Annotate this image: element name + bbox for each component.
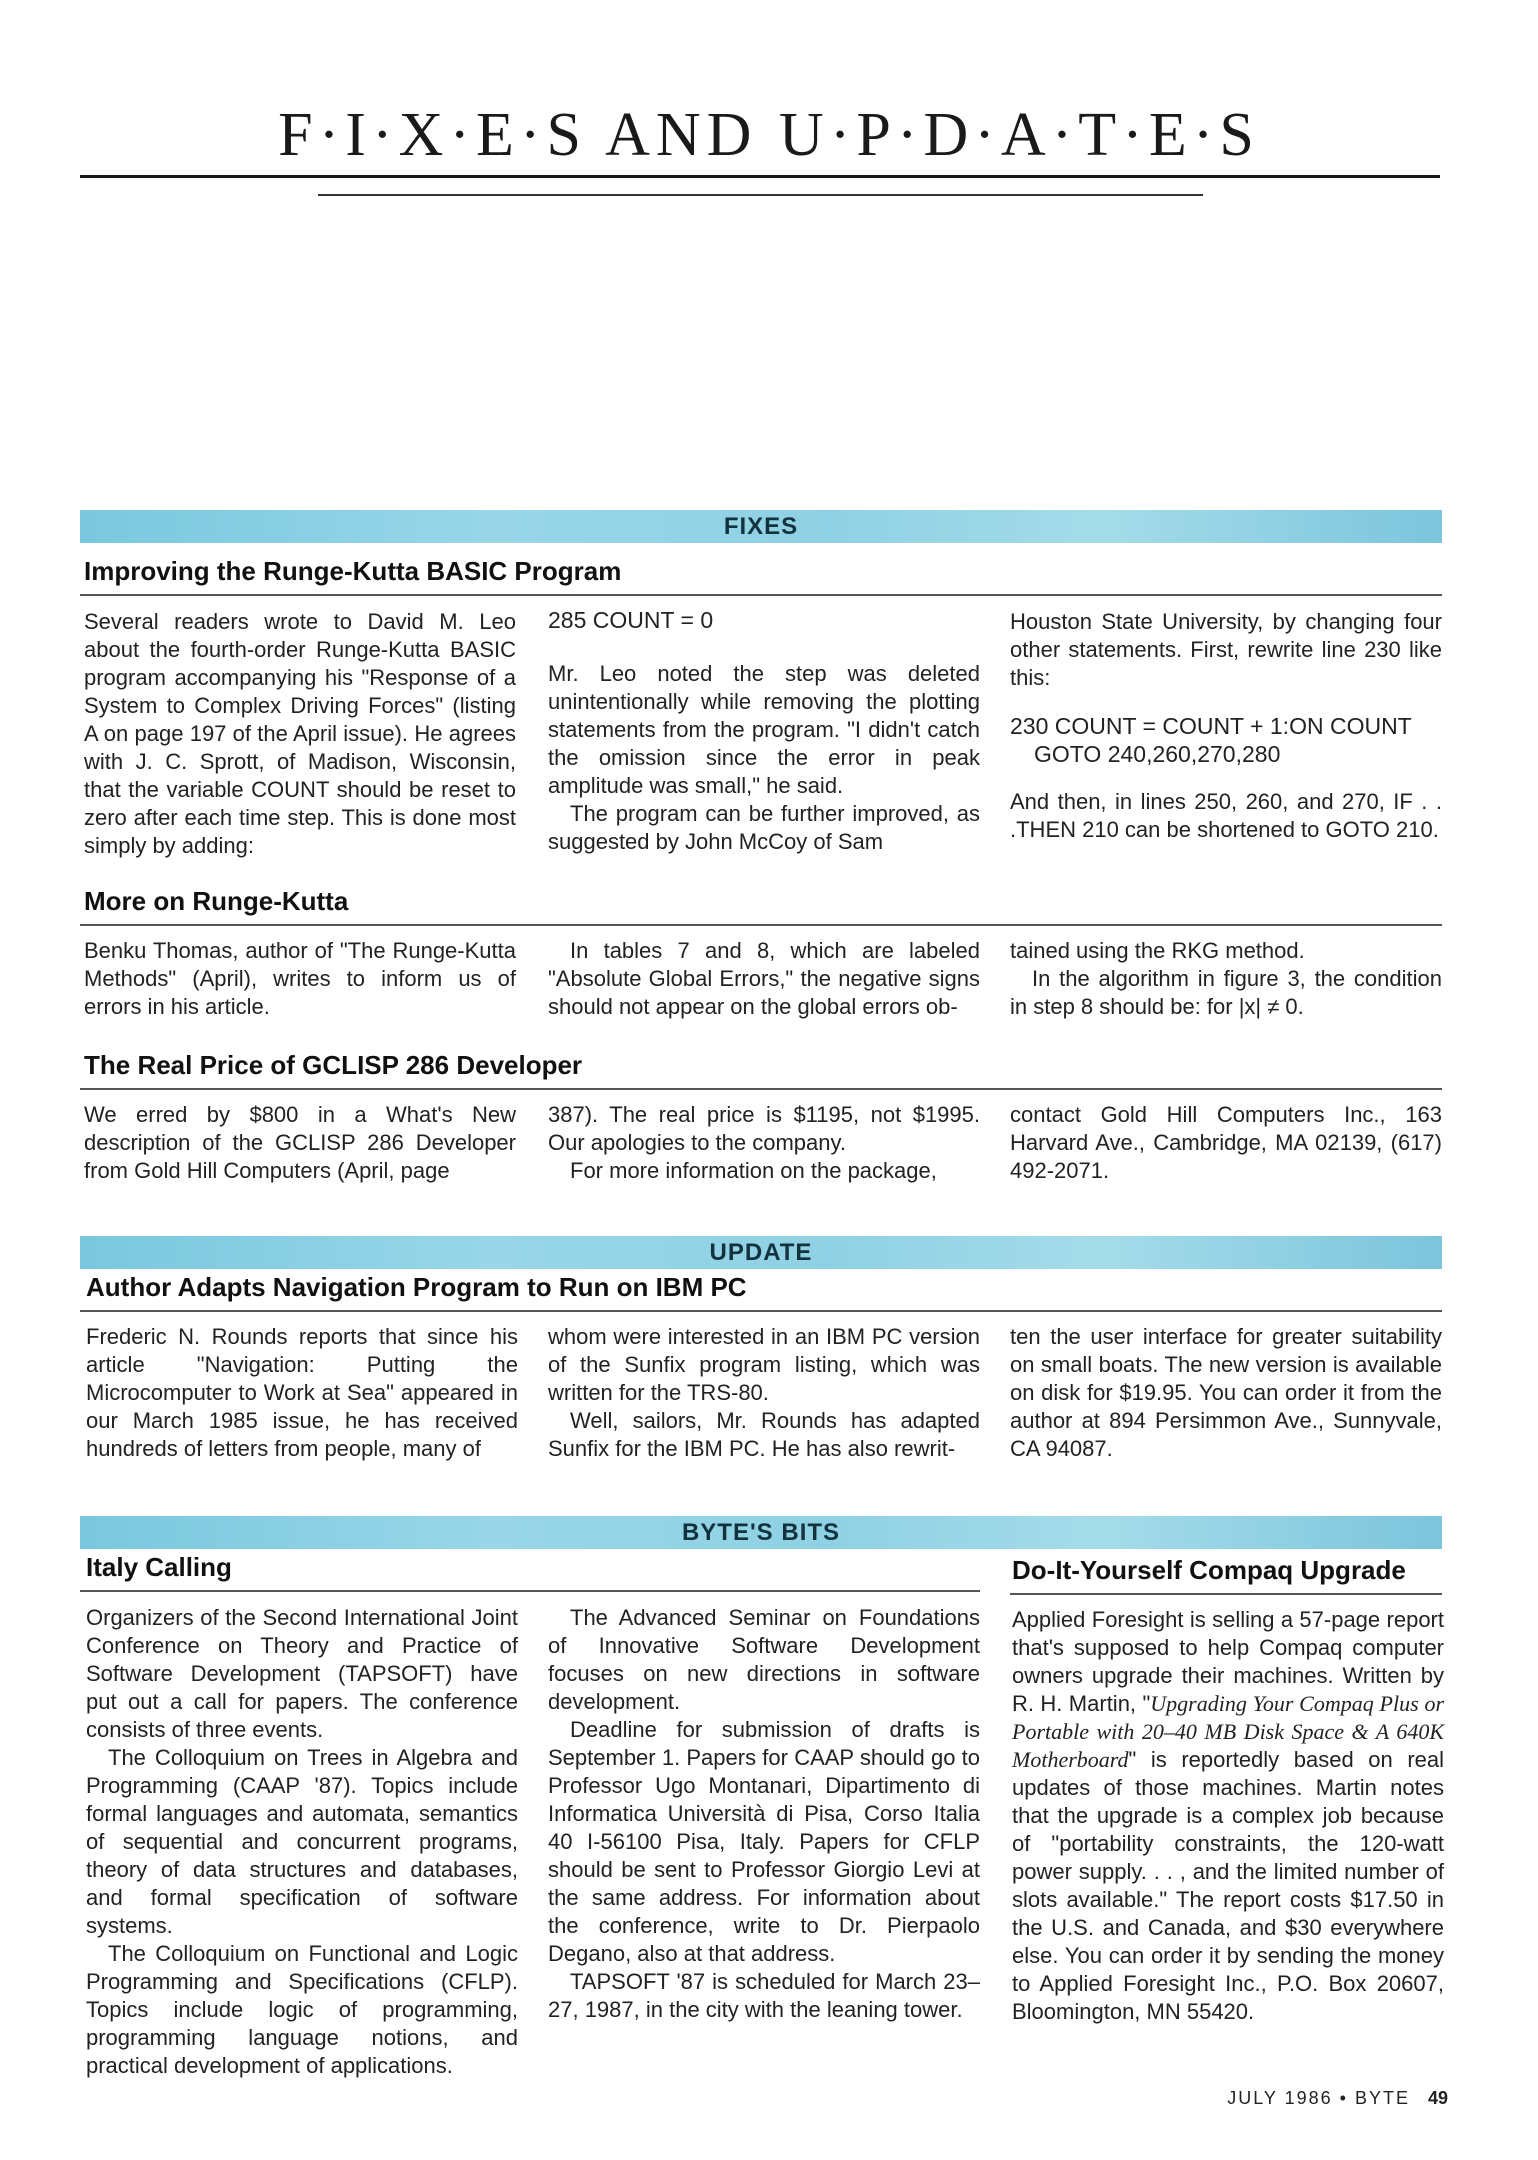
article-text: Houston State University, by changing four other statements. First, rewrite line 230 like this: — [1010, 609, 1442, 690]
title-subrule — [318, 194, 1203, 196]
page-number: 49 — [1427, 2088, 1448, 2108]
section-divider — [80, 1590, 980, 1592]
compaq-title: Do-It-Yourself Compaq Upgrade — [1012, 1555, 1406, 1585]
update-band: UPDATE — [80, 1236, 1442, 1269]
fixes-band: FIXES — [80, 510, 1442, 543]
article-text: In tables 7 and 8, which are labeled "Absolute Global Errors," the negative signs should not appear on the global errors ob- — [548, 938, 980, 1019]
navigation-col2 — [548, 1323, 980, 1463]
compaq-col — [1012, 1606, 1444, 2026]
more-runge-col1 — [84, 937, 516, 1021]
article-text: Several readers wrote to David M. Leo about the fourth-order Runge-Kutta BASIC program accompanying his "Response of a System to Complex Driving Forces" (listing A on page 197 of the April issue). He agrees with J. C. Sprott, of Madison, Wisconsin, that the variable COUNT should be reset to zero after each time step. This is done most simply by adding: — [84, 609, 516, 858]
navigation-col3 — [1010, 1323, 1442, 1463]
section-divider — [80, 594, 1442, 596]
article-text: ten the user interface for greater suitability on small boats. The new version is available on disk for $19.95. You can order it from the author at 894 Persimmon Ave., Sunnyvale, CA 94087. — [1010, 1324, 1442, 1461]
issue-label: JULY 1986 • BYTE — [1227, 2088, 1410, 2108]
more-runge-kutta-title: More on Runge-Kutta — [84, 886, 349, 916]
italy-col2 — [548, 1604, 980, 2024]
article-text: Well, sailors, Mr. Rounds has adapted Sunfix for the IBM PC. He has also rewrit- — [548, 1408, 980, 1461]
article-text: 387). The real price is $1195, not $1995. Our apologies to the company. — [548, 1102, 980, 1155]
article-text: Frederic N. Rounds reports that since his article "Navigation: Putting the Microcomputer to Work at Sea" appeared in our March 1985 issue, he has received hundreds of letters from people, many of — [86, 1324, 518, 1461]
runge-kutta-col3 — [1010, 608, 1442, 844]
more-runge-col3 — [1010, 937, 1442, 1021]
page-footer — [1227, 2088, 1448, 2109]
code-line: GOTO 240,260,270,280 — [1034, 741, 1281, 767]
article-text: tained using the RKG method. — [1010, 938, 1305, 963]
article-text: Mr. Leo noted the step was deleted unintentionally while removing the plotting statements from the program. "I didn't catch the omission since the error in peak amplitude was small," he said. — [548, 661, 980, 798]
italy-calling-title: Italy Calling — [86, 1552, 232, 1582]
article-text: Deadline for submission of drafts is September 1. Papers for CAAP should go to Professor Ugo Montanari, Dipartimento di Informatica Università di Pisa, Corso Italia 40 I-56100 Pisa, Italy. Papers for CFLP should be sent to Professor Giorgio Levi at the same address. For information about the conference, write to Dr. Pierpaolo Degano, also at that address. — [548, 1717, 980, 1966]
article-text: TAPSOFT '87 is scheduled for March 23–27, 1987, in the city with the leaning tower. — [548, 1969, 980, 2022]
section-divider — [80, 924, 1442, 926]
gclisp-col2 — [548, 1101, 980, 1185]
book-title: Upgrading Your Compaq Plus or Portable with 20–40 MB Disk Space & A 640K Motherboard — [1012, 1691, 1445, 1772]
article-text: The Colloquium on Functional and Logic Programming and Specifications (CFLP). Topics include logic of programming, programming language notions, and practical development of applications. — [86, 1941, 518, 2078]
section-divider — [80, 1310, 1442, 1312]
article-text: In the algorithm in figure 3, the condition in step 8 should be: for |x| ≠ 0. — [1010, 966, 1442, 1019]
runge-kutta-col1 — [84, 608, 516, 860]
gclisp-col1 — [84, 1101, 516, 1185]
article-text: Organizers of the Second International Joint Conference on Theory and Practice of Software Development (TAPSOFT) have put out a call for papers. The conference consists of three events. — [86, 1605, 518, 1742]
article-text: Benku Thomas, author of "The Runge-Kutta Methods" (April), writes to inform us of errors in his article. — [84, 938, 516, 1019]
navigation-title: Author Adapts Navigation Program to Run on IBM PC — [86, 1272, 747, 1302]
compaq-text-b: " is reportedly based on real updates of those machines. Martin notes that the upgrade is a complex job because of "portability constraints, the 120-watt power supply. . . , and the limited number of slots available." The report costs $17.50 in the U.S. and Canada, and $30 everywhere else. You can order it by sending the money to Applied Foresight Inc., P.O. Box 20607, Bloomington, MN 55420. — [1012, 1747, 1444, 2024]
code-line: 230 COUNT = COUNT + 1:ON COUNT — [1010, 713, 1412, 739]
navigation-col1 — [86, 1323, 518, 1463]
article-text: whom were interested in an IBM PC version of the Sunfix program listing, which was written for the TRS-80. — [548, 1324, 980, 1405]
article-text: The program can be further improved, as suggested by John McCoy of Sam — [548, 801, 980, 854]
article-text — [1012, 1606, 1444, 2026]
article-text: We erred by $800 in a What's New description of the GCLISP 286 Developer from Gold Hill Computers (April, page — [84, 1102, 516, 1183]
gclisp-title: The Real Price of GCLISP 286 Developer — [84, 1050, 583, 1080]
article-text: And then, in lines 250, 260, and 270, IF . . .THEN 210 can be shortened to GOTO 210. — [1010, 789, 1442, 842]
compaq-text-a: Applied Foresight is selling a 57-page report that's supposed to help Compaq computer owners upgrade their machines. Written by R. H. Martin, " — [1012, 1607, 1444, 1716]
article-text: The Colloquium on Trees in Algebra and Programming (CAAP '87). Topics include formal languages and automata, semantics of sequential and concurrent programs, theory of data structures and databases, and formal specification of software systems. — [86, 1745, 518, 1938]
runge-kutta-title: Improving the Runge-Kutta BASIC Program — [84, 556, 622, 586]
section-divider — [1010, 1593, 1442, 1595]
italy-col1 — [86, 1604, 518, 2080]
section-divider — [80, 1088, 1442, 1090]
article-text: For more information on the package, — [570, 1158, 937, 1183]
code-line: 285 COUNT = 0 — [548, 607, 714, 633]
page-title: F·I·X·E·S AND U·P·D·A·T·E·S — [278, 101, 1260, 169]
title-rule — [80, 175, 1440, 178]
more-runge-col2 — [548, 937, 980, 1021]
bytes-bits-band: BYTE'S BITS — [80, 1516, 1442, 1549]
article-text: contact Gold Hill Computers Inc., 163 Harvard Ave., Cambridge, MA 02139, (617) 492-2071. — [1010, 1102, 1442, 1183]
runge-kutta-col2 — [548, 606, 980, 856]
gclisp-col3 — [1010, 1101, 1442, 1185]
article-text: The Advanced Seminar on Foundations of Innovative Software Development focuses on new directions in software development. — [548, 1605, 980, 1714]
